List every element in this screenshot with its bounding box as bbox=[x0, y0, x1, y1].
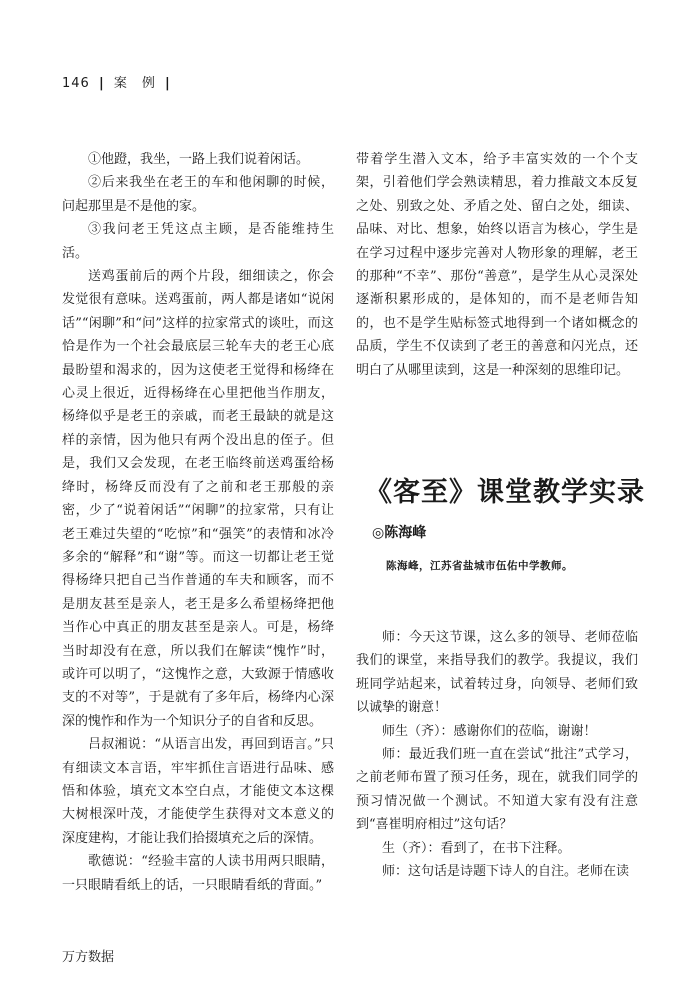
body-paragraph: 歌德说：“经验丰富的人读书用两只眼睛，一只眼睛看纸上的话，一只眼睛看纸的背面。” bbox=[62, 854, 334, 893]
article-title: 《客至》课堂教学实录 bbox=[365, 477, 645, 508]
quote-item-3: ③我问老王凭这点主顾，是否能维持生活。 bbox=[62, 222, 334, 261]
article-body bbox=[356, 626, 638, 883]
article-byline: ◎陈海峰 bbox=[372, 525, 427, 541]
section-label: 案 例 bbox=[113, 76, 156, 91]
dialogue-paragraph: 师：最近我们班一直在尝试“批注”式学习，之前老师布置了预习任务，现在，就我们同学的预习情况做一个测试。不知道大家有没有注意到“喜崔明府相过”这句话？ bbox=[356, 747, 638, 833]
body-paragraph: 带着学生潜入文本，给予丰富实效的一个个支架，引着他们学会熟读精思，着力推敲文本反复之处、别致之处、矛盾之处、留白之处，细读、品味、对比、想象，始终以语言为核心，学生是在学习过程中逐步完善对人物形象的理解，老王的那种“不幸”、那份“善意”，是学生从心灵深处逐渐积累形成的，是体知的，而不是老师告知的，也不是学生贴标签式地得到一个诸如概念的品质，学生不仅读到了老王的善意和闪光点，还明白了从哪里读到，这是一种深刻的思维印记。 bbox=[356, 152, 638, 378]
dialogue-paragraph: 师：这句话是诗题下诗人的自注。老师在读 bbox=[382, 864, 630, 880]
dialogue-paragraph: 师：今天这节课，这么多的领导、老师莅临我们的课堂，来指导我们的教学。我提议，我们班同学站起来，试着转过身，向领导、老师们致以诚挚的谢意！ bbox=[356, 630, 638, 716]
page-header bbox=[62, 72, 175, 91]
quote-item-1: ①他蹬，我坐，一路上我们说着闲话。 bbox=[88, 152, 310, 167]
watermark: 万方数据 bbox=[62, 950, 115, 965]
header-separator: | bbox=[98, 76, 105, 91]
quote-item-2: ②后来我坐在老王的车和他闲聊的时候，问起那里是不是他的家。 bbox=[62, 175, 334, 214]
body-paragraph: 送鸡蛋前后的两个片段，细细读之，你会发觉很有意味。送鸡蛋前，两人都是诸如“说闲话”“闲聊”和“问”这样的拉家常式的谈吐，而这恰是作为一个社会最底层三轮车夫的老王心底最盼望和渴求的，因为这使老王觉得和杨绛在心灵上很近，近得杨绛在心里把他当作朋友，杨绛似乎是老王的亲戚，而老王最缺的就是这样的亲情，因为他只有两个没出息的侄子。但是，我们又会发现，在老王临终前送鸡蛋给杨绛时，杨绛反而没有了之前和老王那般的亲密，少了“说着闲话”“闲聊”的拉家常，只有让老王难过失望的“吃惊”和“强笑”的表情和冰冷多余的“解释”和“谢”等。而这一切都让老王觉得杨绛只把自己当作普通的车夫和顾客，而不是朋友甚至是亲人，老王是多么希望杨绛把他当作心中真正的朋友甚至是亲人。可是，杨绛当时却没有在意，所以我们在解读“愧怍”时，或许可以明了，“这愧怍之意，大致源于情感收支的不对等”，于是就有了多年后，杨绛内心深深的愧怍和作为一个知识分子的自省和反思。 bbox=[62, 269, 334, 729]
dialogue-paragraph: 师生（齐）：感谢你们的莅临，谢谢！ bbox=[382, 723, 597, 739]
right-column-top bbox=[356, 148, 638, 382]
dialogue-paragraph: 生（齐）：看到了，在书下注释。 bbox=[382, 840, 571, 856]
page-number: 146 bbox=[62, 76, 90, 91]
author-note: 陈海峰，江苏省盐城市伍佑中学教师。 bbox=[386, 560, 573, 572]
left-column bbox=[62, 148, 334, 897]
body-paragraph: 吕叔湘说：“从语言出发，再回到语言。”只有细读文本言语，牢牢抓住言语进行品味、感悟和体验，填充文本空白点，才能使文本这棵大树根深叶茂，才能使学生获得对文本意义的深度建构，才能让我们拾掇填充之后的深情。 bbox=[62, 737, 334, 846]
header-separator-end: | bbox=[165, 76, 171, 91]
